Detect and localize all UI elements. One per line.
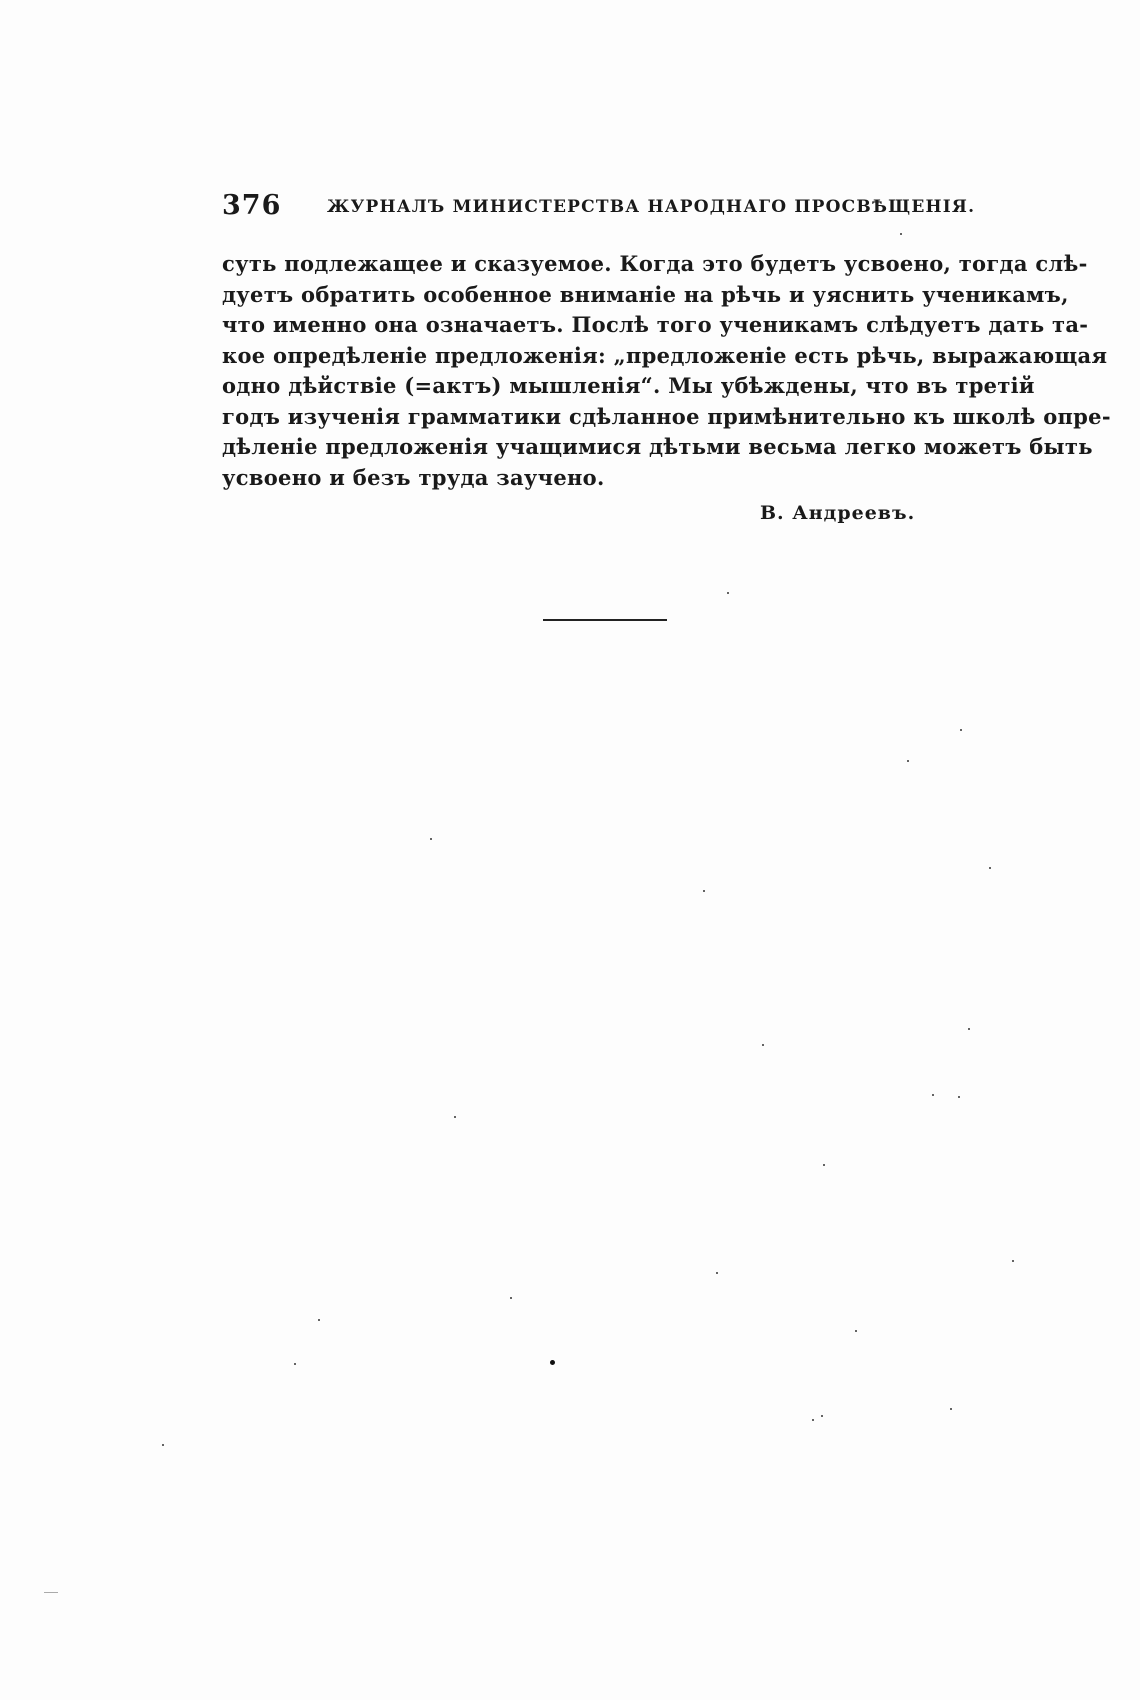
scan-speck xyxy=(762,1044,764,1046)
scan-speck xyxy=(855,1330,857,1332)
scan-speck xyxy=(812,1419,814,1421)
scan-speck xyxy=(960,729,962,731)
page-number: 376 xyxy=(222,190,282,221)
scan-edge-mark xyxy=(44,1592,58,1593)
scan-speck xyxy=(162,1444,164,1446)
scan-speck xyxy=(510,1297,512,1299)
running-title: ЖУРНАЛЪ МИНИСТЕРСТВА НАРОДНАГО ПРОСВѢЩЕНІЯ. xyxy=(327,197,976,217)
author-signature: В. Андреевъ. xyxy=(760,502,916,524)
scan-speck xyxy=(907,760,909,762)
section-divider xyxy=(543,619,667,621)
text-line: что именно она означаетъ. Послѣ того ученикамъ слѣдуетъ дать та- xyxy=(222,312,1089,337)
text-line: годъ изученія грамматики сдѣланное примѣнительно къ школѣ опре- xyxy=(222,403,1111,429)
body-paragraph xyxy=(222,249,1111,493)
text-line: кое опредѣленіе предложенія: „предложеніе есть рѣчь, выражающая xyxy=(222,342,1108,368)
scan-speck xyxy=(932,1094,934,1096)
scan-speck xyxy=(454,1116,456,1118)
scan-speck xyxy=(318,1319,320,1321)
scan-speck xyxy=(823,1164,825,1166)
scan-speck xyxy=(1012,1260,1014,1262)
scan-speck xyxy=(430,838,432,840)
page-header xyxy=(222,190,1022,230)
text-line: усвоено и безъ труда заучено. xyxy=(222,464,605,490)
text-line: дѣленіе предложенія учащимися дѣтьми весьма легко можетъ быть xyxy=(222,434,1093,459)
scan-speck xyxy=(968,1028,970,1030)
text-line: суть подлежащее и сказуемое. Когда это будетъ усвоено, тогда слѣ- xyxy=(222,251,1088,276)
text-line: дуетъ обратить особенное вниманіе на рѣчь и уяснить ученикамъ, xyxy=(222,281,1069,307)
scan-speck xyxy=(950,1408,952,1410)
scan-speck xyxy=(294,1363,296,1365)
scan-speck xyxy=(900,233,902,235)
scan-speck xyxy=(821,1415,823,1417)
scan-speck xyxy=(550,1360,555,1365)
scan-speck xyxy=(958,1096,960,1098)
scan-speck xyxy=(716,1272,718,1274)
scan-speck xyxy=(989,867,991,869)
scan-speck xyxy=(703,890,705,892)
text-line: одно дѣйствіе (=актъ) мышленія“. Мы убѣждены, что въ третій xyxy=(222,373,1035,398)
scan-speck xyxy=(727,592,729,594)
